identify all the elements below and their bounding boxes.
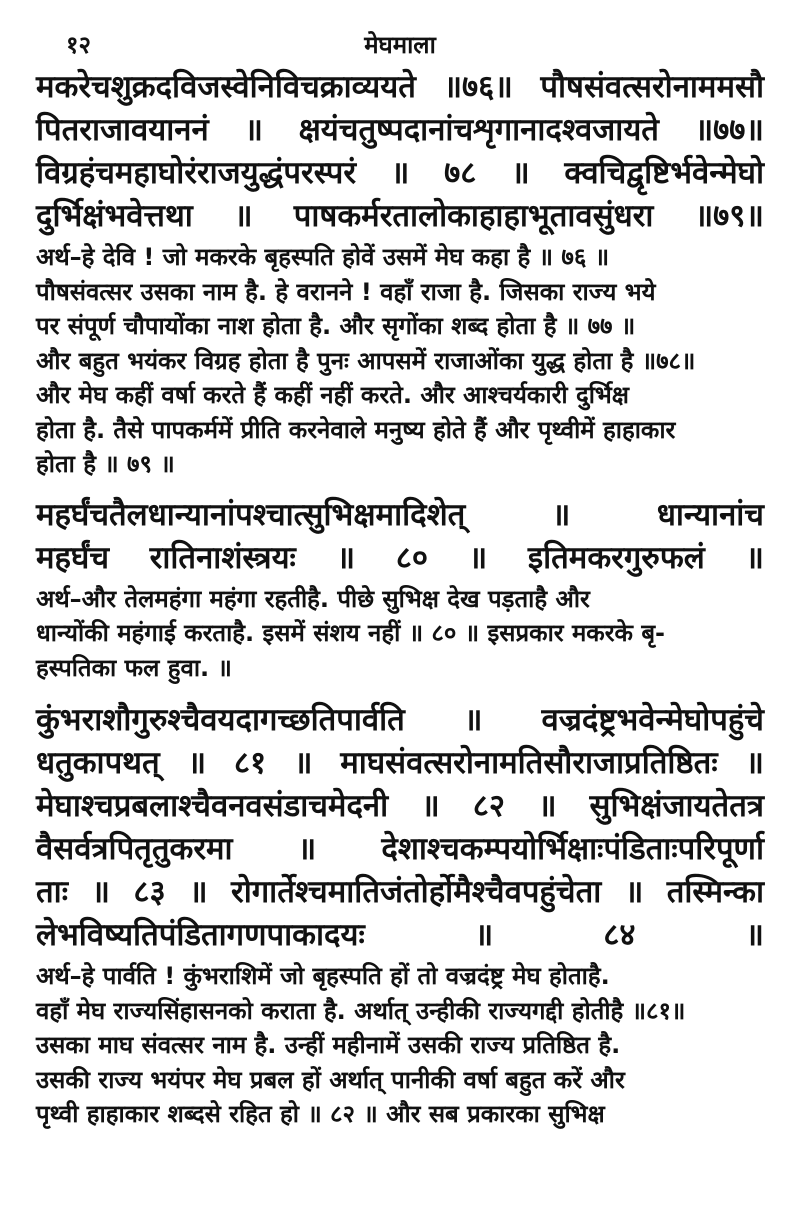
- sanskrit-verse: [36, 494, 764, 580]
- verse-section-76-79: [36, 66, 764, 482]
- page-number: १२: [66, 31, 91, 59]
- commentary-line: और मेघ कहीं वर्षा करते हैं कहीं नहीं करते. और आश्चर्यकारी दुर्भिक्ष: [36, 381, 630, 409]
- commentary-line: वहाँ मेघ राज्यसिंहासनको कराता है. अर्थात् उन्हीकी राज्यगद्दी होतीहै ॥८१॥: [36, 996, 686, 1025]
- commentary-line: पृथ्वी हाहाकार शब्दसे रहित हो ॥ ८२ ॥ और सब प्रकारका सुभिक्ष: [36, 1100, 605, 1128]
- commentary-line: उसका माघ संवत्सर नाम है. उन्हीं महीनामें उसकी राज्य प्रतिष्ठित है.: [36, 1031, 621, 1059]
- verse-line: महर्घंच रातिनाशंस्त्रयः ॥ ८० ॥ इतिमकरगुरुफलं ॥: [36, 539, 764, 576]
- verse-line: विग्रहंचमहाघोरंराजयुद्धंपरस्परं ॥ ७८ ॥ क्वचिद्वृष्टिर्भवेन्मेघो: [36, 155, 764, 191]
- verse-line: मेघाश्चप्रबलाश्चैवनवसंडाचमेदनी ॥ ८२ ॥ सुभिक्षंजायतेतत्र: [36, 788, 764, 824]
- page-header: [36, 14, 764, 58]
- commentary-line: अर्थ–और तेलमहंगा महंगा रहतीहै. पीछे सुभिक्ष देख पड़ताहै और: [36, 584, 590, 613]
- hindi-commentary: [36, 240, 764, 482]
- running-title: मेघमाला: [364, 31, 436, 59]
- commentary-line: होता है ॥ ७९ ॥: [36, 450, 175, 478]
- verse-line: दुर्भिक्षंभवेत्तथा ॥ पाषकर्मरतालोकाहाहाभूतावसुंधरा ॥७९॥: [36, 198, 764, 234]
- commentary-line: पर संपूर्ण चौपायोंका नाश होता है. और सृगोंका शब्द होता है ॥ ७७ ॥: [36, 312, 636, 340]
- verse-line: धतुकापथत् ॥ ८१ ॥ माघसंवत्सरोनामतिसौराजाप्रतिष्ठितः ॥: [36, 745, 764, 781]
- verse-line: वैसर्वत्रपितृतुकरमा ॥ देशाश्चकम्पयोर्भिक्षाःपंडिताःपरिपूर्णा: [36, 831, 764, 867]
- verse-line: ताः ॥ ८३ ॥ रोगार्तेश्चमातिजंतोर्होमैश्चैवपहुंचेता ॥ तस्मिन्का: [36, 874, 764, 910]
- verse-line: मकरेचशुक्रदविजस्वेनिविचक्राव्ययते ॥७६॥ पौषसंवत्सरोनाममसौ: [36, 69, 764, 105]
- commentary-line: धान्योंकी महंगाई करताहै. इसमें संशय नहीं ॥ ८० ॥ इसप्रकार मकरके बृ-: [36, 619, 666, 647]
- hindi-commentary: [36, 959, 764, 1132]
- commentary-line: हस्पतिका फल हुवा. ॥: [36, 653, 232, 682]
- sanskrit-verse: [36, 699, 764, 957]
- verse-section-80: [36, 494, 764, 686]
- sanskrit-verse: [36, 66, 764, 238]
- commentary-line: अर्थ–हे पार्वति ! कुंभराशिमें जो बृहस्पति हों तो वज्रदंष्ट्र मेघ होताहै.: [36, 962, 610, 990]
- verse-line: कुंभराशौगुरुश्चैवयदागच्छतिपार्वति ॥ वज्रदंष्ट्रभवेन्मेघोपहुंचे: [36, 702, 764, 738]
- verse-line: लेभविष्यतिपंडितागणपाकादयः ॥ ८४ ॥: [36, 917, 764, 953]
- commentary-line: और बहुत भयंकर विग्रह होता है पुनः आपसमें राजाओंका युद्ध होता है ॥७८॥: [36, 346, 696, 375]
- commentary-line: अर्थ–हे देवि ! जो मकरके बृहस्पति होवें उसमें मेघ कहा है ॥ ७६ ॥: [36, 243, 610, 271]
- verse-line: पितराजावयाननं ॥ क्षयंचतुष्पदानांचशृगानादश्वजायते ॥७७॥: [36, 112, 764, 148]
- commentary-line: उसकी राज्य भयंपर मेघ प्रबल हों अर्थात् पानीकी वर्षा बहुत करें और: [36, 1065, 625, 1094]
- commentary-line: पौषसंवत्सर उसका नाम है. हे वरानने ! वहाँ राजा है. जिसका राज्य भये: [36, 277, 656, 306]
- commentary-line: होता है. तैसे पापकर्ममें प्रीति करनेवाले मनुष्य होते हैं और पृथ्वीमें हाहाकार: [36, 415, 676, 444]
- hindi-commentary: [36, 582, 764, 686]
- verse-section-81-84: [36, 699, 764, 1132]
- verse-line: महर्घंचतैलधान्यानांपश्चात्सुभिक्षमादिशेत् ॥ धान्यानांच: [36, 496, 764, 533]
